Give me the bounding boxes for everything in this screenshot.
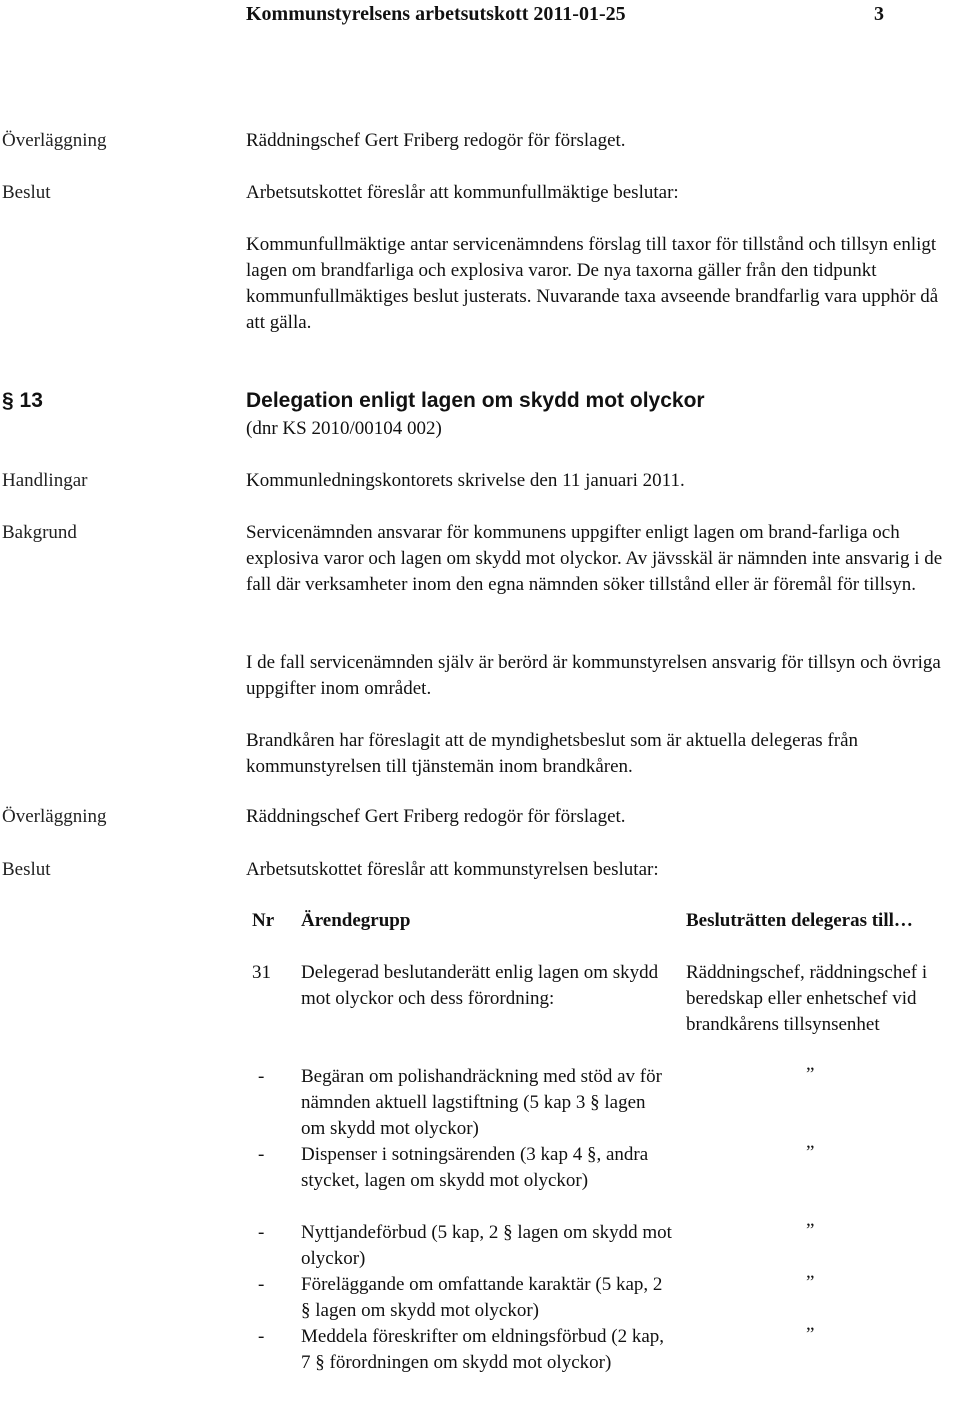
row-text: Meddela föreskrifter om eldningsförbud (2 kap, 7 § förordningen om skydd mot olyckor) <box>301 1326 665 1373</box>
row-delegate-ditto: ” <box>806 1272 815 1293</box>
beslut-label-2: Beslut <box>2 859 51 880</box>
row-delegate-ditto: ” <box>806 1064 815 1085</box>
overlaggning-label-2: Överläggning <box>2 806 107 827</box>
row-text: Dispenser i sotningsärenden (3 kap 4 §, andra stycket, lagen om skydd mot olyckor) <box>301 1144 649 1191</box>
beslut-text: Arbetsutskottet föreslår att kommunfullmäktige beslutar: <box>246 182 679 203</box>
page-header-title: Kommunstyrelsens arbetsutskott 2011-01-25 <box>246 3 626 25</box>
beslut-text-2: Arbetsutskottet föreslår att kommunstyrelsen beslutar: <box>246 859 659 880</box>
row-text: Begäran om polishandräckning med stöd av för nämnden aktuell lagstiftning (5 kap 3 § lagen om skydd mot olyckor) <box>301 1066 662 1139</box>
row-text: Föreläggande om omfattande karaktär (5 kap, 2 § lagen om skydd mot olyckor) <box>301 1274 663 1321</box>
page-number: 3 <box>874 3 884 25</box>
bakgrund-paragraph-2: I de fall servicenämnden själv är berörd är kommunstyrelsen ansvarig för tillsyn och övriga uppgifter inom området. <box>246 652 941 699</box>
row-delegate-ditto: ” <box>806 1324 815 1345</box>
section-dnr: (dnr KS 2010/00104 002) <box>246 418 442 439</box>
overlaggning-label: Överläggning <box>2 130 107 151</box>
handlingar-label: Handlingar <box>2 470 88 491</box>
row-nr: - <box>258 1144 265 1165</box>
row-text: Nyttjandeförbud (5 kap, 2 § lagen om skydd mot olyckor) <box>301 1222 672 1269</box>
table-header-delegeras: Besluträtten delegeras till… <box>686 910 913 931</box>
beslut-label: Beslut <box>2 182 51 203</box>
row-text: Delegerad beslutanderätt enlig lagen om skydd mot olyckor och dess förordning: <box>301 962 659 1009</box>
row-nr: - <box>258 1326 265 1347</box>
decision-paragraph: Kommunfullmäktige antar servicenämndens förslag till taxor för tillstånd och tillsyn enligt lagen om brandfarliga och explosiva varor. De nya taxorna gäller från den tidpunkt kommunfullmäktiges beslut justerats. Nuvarande taxa avseende brandfarlig vara upphör då att gälla. <box>246 234 939 333</box>
section-number: § 13 <box>2 389 43 412</box>
row-nr: - <box>258 1066 265 1087</box>
row-delegate: Räddningschef, räddningschef i beredskap eller enhetschef vid brandkårens tillsynsenhet <box>686 962 928 1035</box>
bakgrund-paragraph-3: Brandkåren har föreslagit att de myndighetsbeslut som är aktuella delegeras från kommunstyrelsen till tjänstemän inom brandkåren. <box>246 730 858 777</box>
row-delegate-ditto: ” <box>806 1220 815 1241</box>
handlingar-text: Kommunledningskontorets skrivelse den 11 januari 2011. <box>246 470 685 491</box>
row-nr: 31 <box>252 962 271 983</box>
row-nr: - <box>258 1222 265 1243</box>
bakgrund-paragraph-1: Servicenämnden ansvarar för kommunens uppgifter enligt lagen om brand-farliga och explosiva varor och lagen om skydd mot olyckor. Av jävsskäl är nämnden inte ansvarig i de fall där verksamheter inom den egna nämnden söker tillstånd eller är föremål för tillsyn. <box>246 522 943 595</box>
table-header-nr: Nr <box>252 910 275 931</box>
row-nr: - <box>258 1274 265 1295</box>
row-delegate-ditto: ” <box>806 1142 815 1163</box>
bakgrund-label: Bakgrund <box>2 522 77 543</box>
overlaggning-text: Räddningschef Gert Friberg redogör för förslaget. <box>246 130 626 151</box>
section-title: Delegation enligt lagen om skydd mot olyckor <box>246 389 705 412</box>
overlaggning-text-2: Räddningschef Gert Friberg redogör för förslaget. <box>246 806 626 827</box>
table-header-arendegrupp: Ärendegrupp <box>301 910 411 931</box>
